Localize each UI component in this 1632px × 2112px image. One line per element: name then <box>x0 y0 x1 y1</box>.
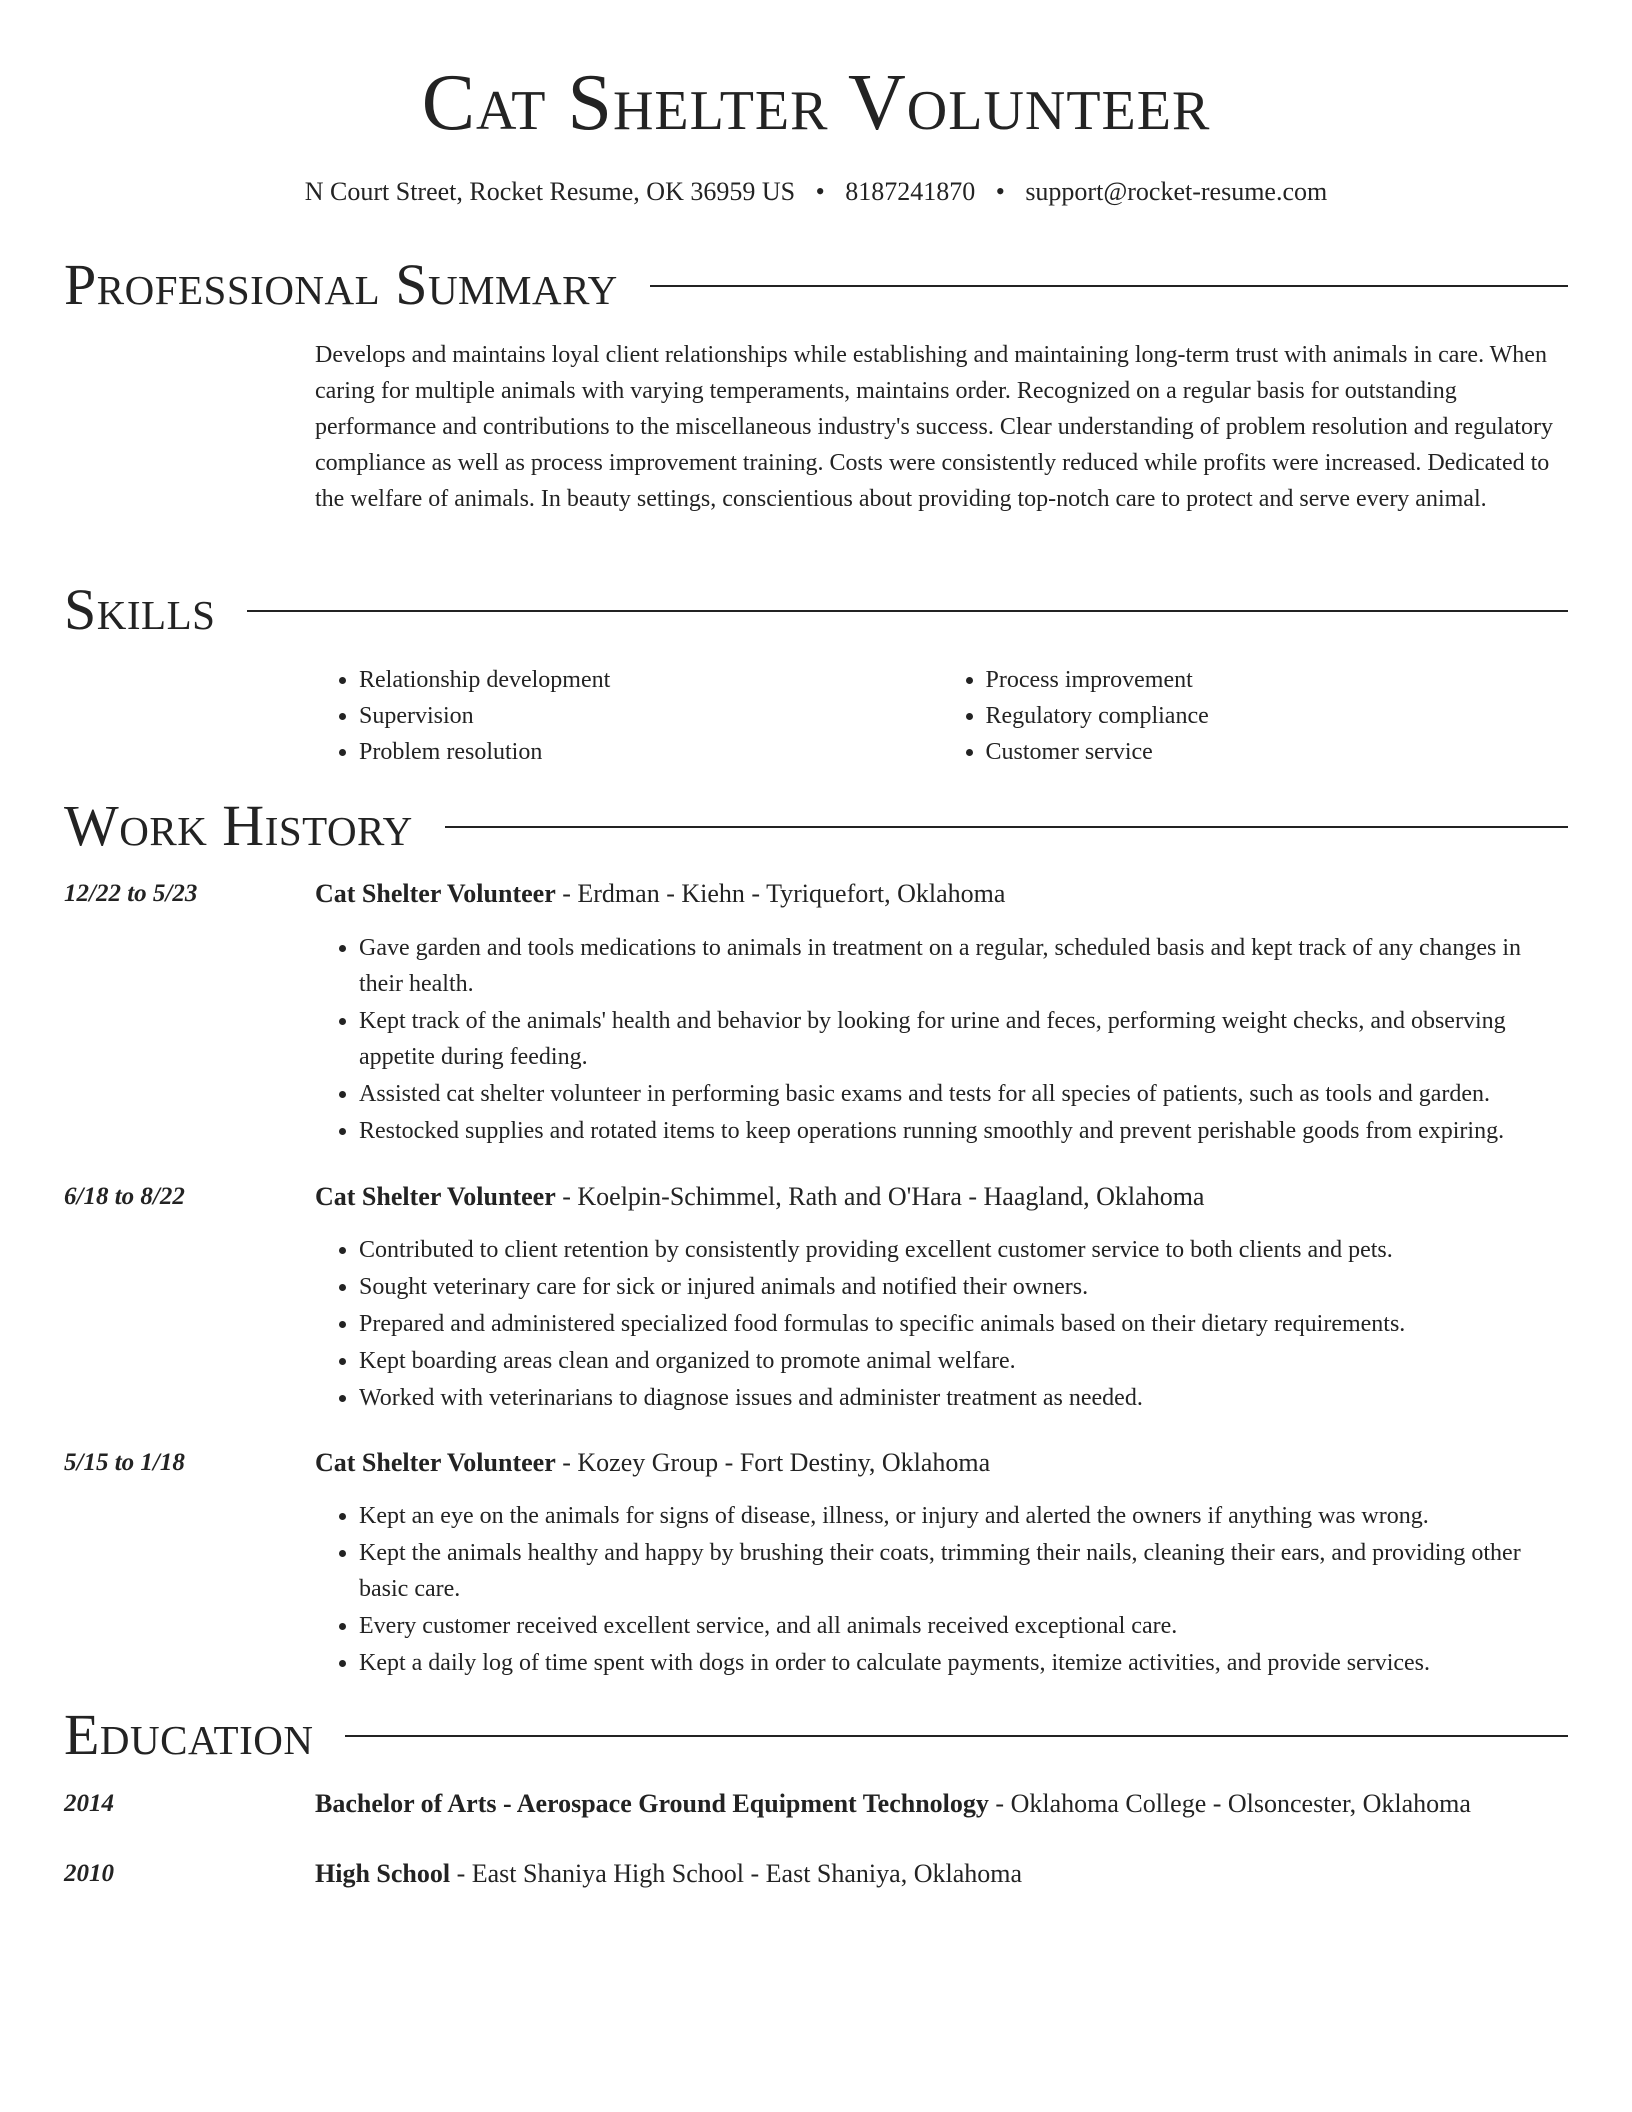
skills-list <box>315 662 1568 770</box>
work-bullet: • Kept track of the animals' health and behavior by looking for urine and feces, performing weight checks, and observing appetite during feeding. <box>359 1003 1568 1075</box>
contact-line <box>0 174 1632 210</box>
education-section-header <box>64 1703 1568 1767</box>
work-section-title: Work History <box>64 793 413 858</box>
skills-section-title: Skills <box>64 577 216 642</box>
candidate-name: Cat Shelter Volunteer <box>421 59 1211 147</box>
work-entry-details: - Koelpin-Schimmel, Rath and O'Hara - Haagland, Oklahoma <box>555 1182 1205 1211</box>
work-bullet: • Sought veterinary care for sick or injured animals and notified their owners. <box>359 1269 1568 1305</box>
work-entry-details: - Kozey Group - Fort Destiny, Oklahoma <box>555 1448 991 1477</box>
work-bullet: • Worked with veterinarians to diagnose issues and administer treatment as needed. <box>359 1380 1568 1416</box>
skill-item: • Supervision <box>359 698 942 734</box>
education-entry-header <box>315 1856 1022 1892</box>
skill-item: • Process improvement <box>986 662 1569 698</box>
education-degree: High School <box>315 1859 451 1888</box>
education-entry-date: 2010 <box>64 1860 114 1887</box>
education-details: - Oklahoma College - Olsoncester, Oklahoma <box>988 1789 1471 1818</box>
work-entry-date: 12/22 to 5/23 <box>64 880 198 907</box>
work-bullet: • Every customer received excellent service, and all animals received exceptional care. <box>359 1608 1568 1644</box>
education-entry-header <box>315 1786 1471 1822</box>
contact-phone: 8187241870 <box>845 177 976 206</box>
work-bullet: • Kept a daily log of time spent with dogs in order to calculate payments, itemize activities, and provide services. <box>359 1645 1568 1681</box>
work-section-header <box>64 794 1568 858</box>
contact-address: N Court Street, Rocket Resume, OK 36959 US <box>304 177 796 206</box>
work-entry-date: 6/18 to 8/22 <box>64 1183 185 1210</box>
education-section-title: Education <box>64 1702 314 1767</box>
education-degree: Bachelor of Arts - Aerospace Ground Equipment Technology <box>315 1789 989 1818</box>
section-divider <box>445 826 1568 828</box>
work-entry-bullets <box>315 1498 1568 1682</box>
summary-section-header <box>64 253 1568 317</box>
education-details: - East Shaniya High School - East Shaniya, Oklahoma <box>450 1859 1022 1888</box>
work-entry-header <box>315 1179 1204 1215</box>
skill-item: • Problem resolution <box>359 734 942 770</box>
work-entry-details: - Erdman - Kiehn - Tyriquefort, Oklahoma <box>555 879 1006 908</box>
contact-separator: • <box>815 177 825 206</box>
work-entry-role: Cat Shelter Volunteer <box>315 1182 556 1211</box>
section-divider <box>345 1735 1568 1737</box>
work-entry-bullets <box>315 930 1568 1150</box>
work-bullet: • Kept the animals healthy and happy by brushing their coats, trimming their nails, cleaning their ears, and providing other basic care. <box>359 1535 1568 1607</box>
section-divider <box>650 285 1568 287</box>
skill-item: • Customer service <box>986 734 1569 770</box>
summary-section-title: Professional Summary <box>64 252 618 317</box>
work-bullet: • Kept an eye on the animals for signs of disease, illness, or injury and alerted the owners if anything was wrong. <box>359 1498 1568 1534</box>
work-bullet: • Gave garden and tools medications to animals in treatment on a regular, scheduled basis and kept track of any changes in their health. <box>359 930 1568 1002</box>
contact-email: support@rocket-resume.com <box>1025 177 1328 206</box>
skills-column-right <box>942 662 1569 770</box>
summary-text: Develops and maintains loyal client relationships while establishing and maintaining long-term trust with animals in care. When caring for multiple animals with varying temperaments, maintains order. Recognized on a regular basis for outstanding performance and contributions to the miscellaneous industry's success. Clear understanding of problem resolution and regulatory compliance as well as process improvement training. Costs were consistently reduced while profits were increased. Dedicated to the welfare of animals. In beauty settings, conscientious about providing top-notch care to protect and serve every animal. <box>315 342 1554 512</box>
skills-section-header <box>64 578 1568 642</box>
work-bullet: • Assisted cat shelter volunteer in performing basic exams and tests for all species of patients, such as tools and garden. <box>359 1076 1568 1112</box>
work-entry-header <box>315 876 1005 912</box>
work-entry-date: 5/15 to 1/18 <box>64 1449 185 1476</box>
work-bullet: • Kept boarding areas clean and organized to promote animal welfare. <box>359 1343 1568 1379</box>
section-divider <box>247 610 1568 612</box>
skill-item: • Regulatory compliance <box>986 698 1569 734</box>
work-entry-role: Cat Shelter Volunteer <box>315 1448 556 1477</box>
work-entry-role: Cat Shelter Volunteer <box>315 879 556 908</box>
work-bullet: • Prepared and administered specialized food formulas to specific animals based on their dietary requirements. <box>359 1306 1568 1342</box>
education-entry-date: 2014 <box>64 1790 114 1817</box>
work-entry-header <box>315 1445 990 1481</box>
skills-column-left <box>315 662 942 770</box>
work-entry-bullets <box>315 1232 1568 1417</box>
skill-item: • Relationship development <box>359 662 942 698</box>
work-bullet: • Contributed to client retention by consistently providing excellent customer service to both clients and pets. <box>359 1232 1568 1268</box>
work-bullet: • Restocked supplies and rotated items to keep operations running smoothly and prevent perishable goods from expiring. <box>359 1113 1568 1149</box>
contact-separator: • <box>995 177 1005 206</box>
